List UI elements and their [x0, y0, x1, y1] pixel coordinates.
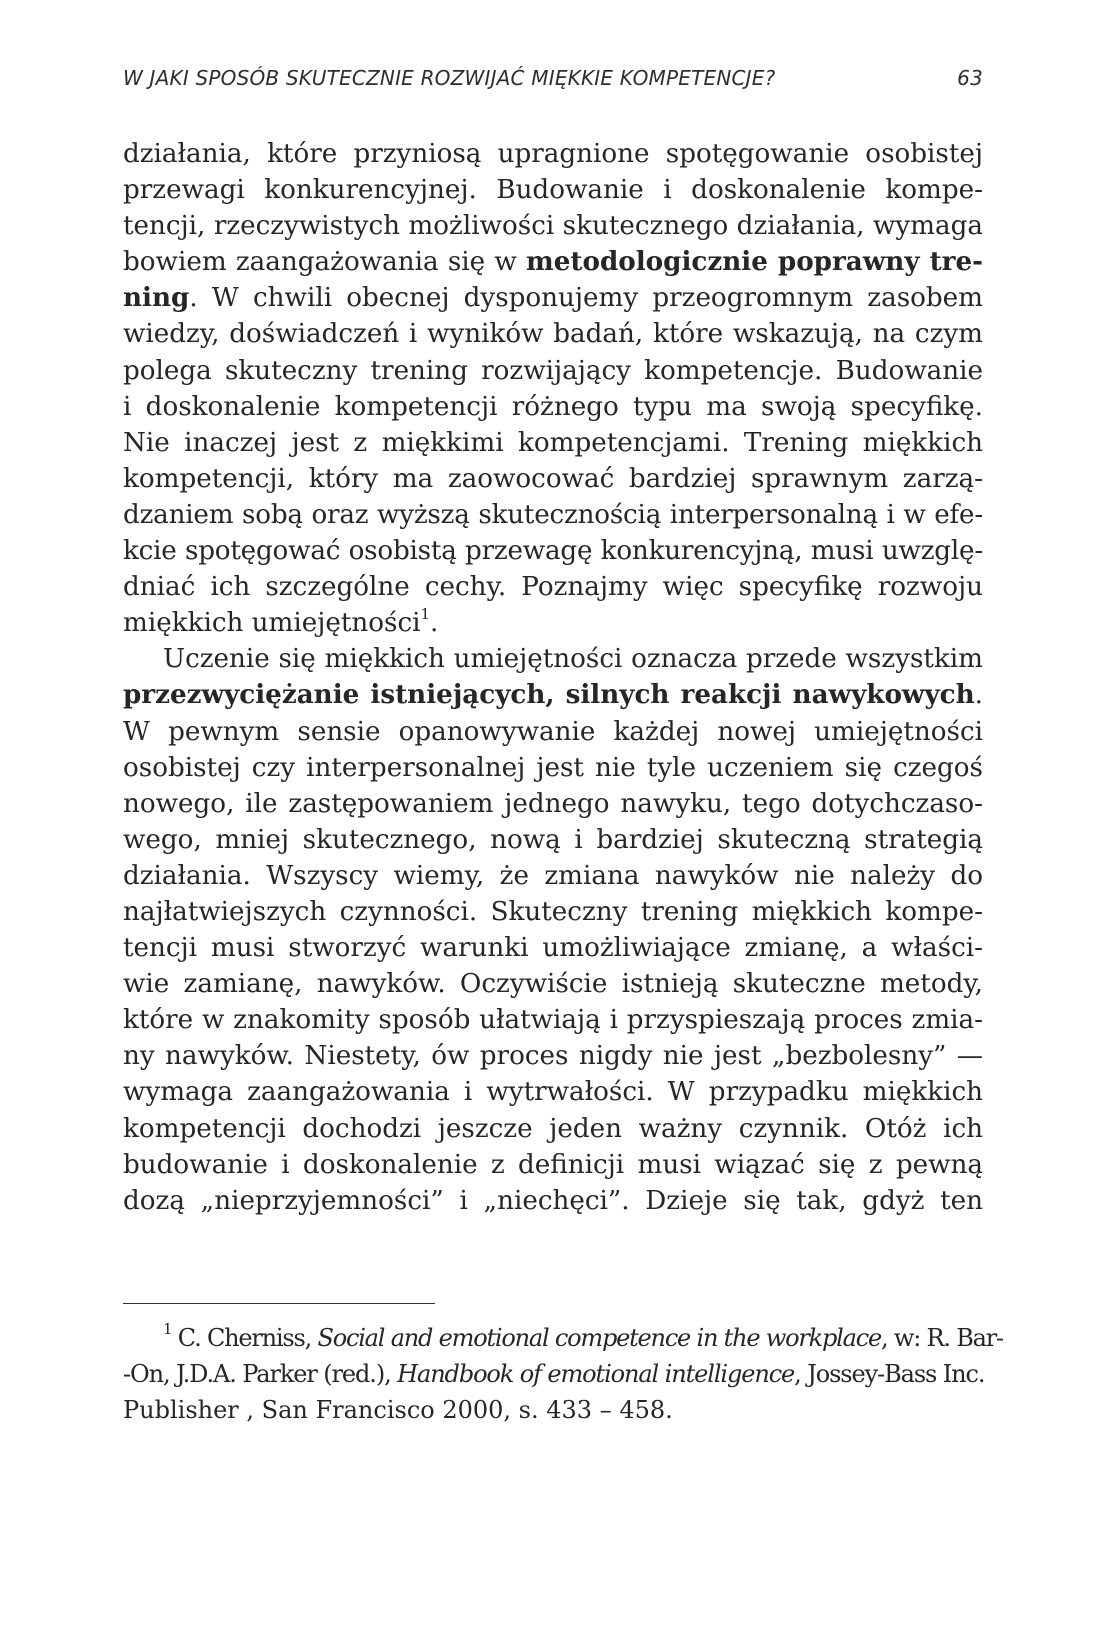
text-line: przewagi konkurencyjnej. Budowanie i doskonalenie kompe- — [123, 175, 983, 206]
text-run: -On, J.D.A. Parker (red.), — [123, 1360, 398, 1388]
text-line: tencji, rzeczywistych możliwości skutecznego działania, wymaga — [123, 211, 983, 242]
bold-phrase: metodologicznie poprawny tre- — [526, 246, 983, 278]
text-line — [123, 605, 983, 641]
text-line: polega skuteczny trening rozwijający kompetencje. Budowanie — [123, 355, 983, 386]
text-run: . — [974, 680, 983, 711]
text-run: , w: R. Bar- — [881, 1324, 1003, 1352]
text-run: , Jossey-Bass Inc. — [794, 1360, 985, 1388]
paragraph-1 — [123, 136, 983, 641]
italic-title: Handbook of emotional intelligence — [397, 1360, 795, 1388]
footnote-reference[interactable]: 1 — [420, 605, 431, 624]
running-title: W JAKI SPOSÓB SKUTECZNIE ROZWIJAĆ MIĘKKIE KOMPETENCJE? — [123, 66, 776, 90]
bold-phrase: przezwyciężanie istniejących, silnych reakcji nawykowych — [123, 679, 975, 711]
text-line: kompetencji, który ma zaowocować bardziej sprawnym zarzą- — [123, 463, 983, 494]
footnote-separator — [123, 1303, 435, 1304]
text-line: działania, które przyniosą upragnione spotęgowanie osobistej — [123, 139, 983, 169]
text-line — [123, 280, 983, 316]
main-text — [123, 136, 983, 1219]
footnotes — [123, 1320, 1003, 1428]
text-line: wego, mniej skutecznego, nową i bardziej skuteczną strategią — [123, 824, 983, 855]
text-line: i doskonalenie kompetencji różnego typu ma swoją specyfikę. — [123, 391, 983, 422]
text-line: osobistej czy interpersonalnej jest nie tyle uczeniem się czegoś — [123, 752, 983, 783]
text-run: . — [430, 608, 439, 639]
running-header — [123, 66, 983, 100]
footnote-line: Publisher , San Francisco 2000, s. 433 – 458. — [123, 1396, 673, 1424]
page-number: 63 — [957, 66, 983, 90]
text-line: budowanie i doskonalenie z definicji musi wiązać się z pewną — [123, 1149, 983, 1180]
text-line — [123, 244, 983, 280]
text-line: nowego, ile zastępowaniem jednego nawyku, tego dotychczaso- — [123, 788, 983, 819]
text-line: W pewnym sensie opanowywanie każdej nowej umiejętności — [123, 716, 983, 747]
text-run: C. Cherniss, — [171, 1324, 318, 1352]
paragraph-2 — [123, 641, 983, 1219]
text-line: dzaniem sobą oraz wyższą skutecznością interpersonalną i w efe- — [123, 499, 983, 530]
text-line: dniać ich szczególne cechy. Poznajmy więc specyfikę rozwoju — [123, 572, 983, 603]
text-line: Uczenie się miękkich umiejętności oznacza przede wszystkim — [163, 644, 983, 675]
bold-phrase: ning — [123, 282, 190, 314]
text-run: miękkich umiejętności — [123, 608, 421, 639]
footnote-line — [123, 1356, 983, 1392]
text-line: kompetencji dochodzi jeszcze jeden ważny czynnik. Otóż ich — [123, 1113, 983, 1144]
text-line: tencji musi stworzyć warunki umożliwiające zmianę, a właści- — [123, 933, 983, 964]
text-line: najłatwiejszych czynności. Skuteczny trening miękkich kompe- — [123, 896, 983, 927]
footnote-line — [123, 1320, 1003, 1356]
italic-title: Social and emotional competence in the workplace — [317, 1324, 881, 1352]
text-line: działania. Wszyscy wiemy, że zmiana nawyków nie należy do — [123, 860, 983, 891]
text-run: bowiem zaangażowania się w — [123, 247, 527, 278]
text-run: . W chwili obecnej dysponujemy przeogromnym zasobem — [189, 283, 983, 314]
text-line: wiedzy, doświadczeń i wyników badań, które wskazują, na czym — [123, 319, 983, 350]
text-line: które w znakomity sposób ułatwiają i przyspieszają proces zmia- — [123, 1005, 983, 1036]
text-line: ny nawyków. Niestety, ów proces nigdy nie jest „bezbolesny” — — [123, 1041, 983, 1072]
text-line — [123, 677, 983, 713]
text-line: wymaga zaangażowania i wytrwałości. W przypadku miękkich — [123, 1077, 983, 1108]
text-line: dozą „nieprzyjemności” i „niechęci”. Dzieje się tak, gdyż ten — [123, 1185, 983, 1216]
footnote-number: 1 — [163, 1320, 172, 1338]
text-line: kcie spotęgować osobistą przewagę konkurencyjną, musi uwzglę- — [123, 536, 983, 567]
text-line: Nie inaczej jest z miękkimi kompetencjami. Trening miękkich — [123, 427, 983, 458]
text-line: wie zamianę, nawyków. Oczywiście istnieją skuteczne metody, — [123, 969, 983, 1000]
